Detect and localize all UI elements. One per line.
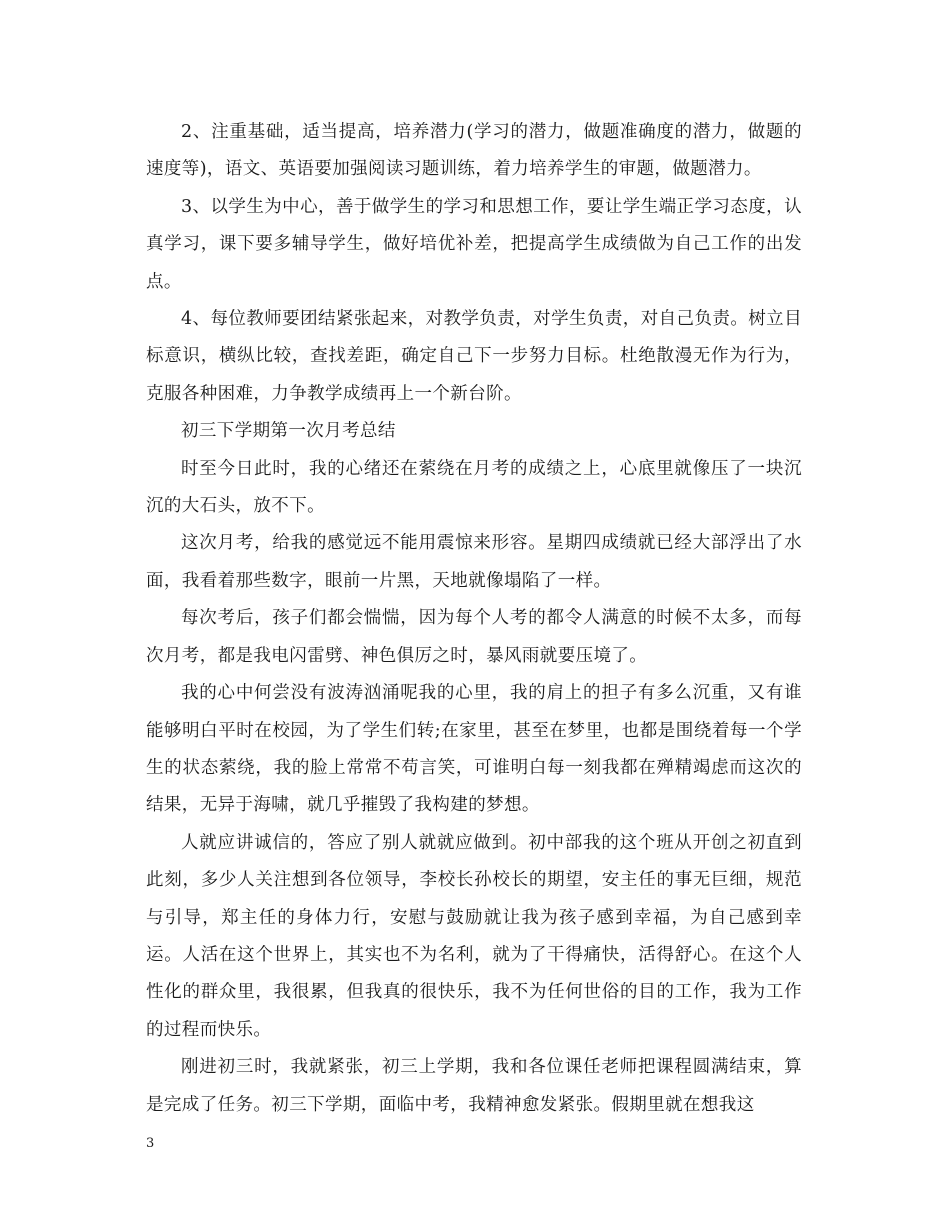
paragraph-5: 时至今日此时，我的心绪还在萦绕在月考的成绩之上，心底里就像压了一块沉沉的大石头，放不下。 [146,458,802,517]
paragraph-3: 4、每位教师要团结紧张起来，对教学负责，对学生负责，对自己负责。树立目标意识，横纵比较，查找差距，确定自己下一步努力目标。杜绝散漫无作为行为，克服各种困难，力争教学成绩再上一个新台阶。 [146,309,802,404]
section-heading: 初三下学期第一次月考总结 [181,421,396,442]
paragraph-6: 这次月考，给我的感觉远不能用震惊来形容。星期四成绩就已经大部浮出了水面，我看着那些数字，眼前一片黑，天地就像塌陷了一样。 [146,533,802,591]
paragraph-10: 刚进初三时，我就紧张，初三上学期，我和各位课任老师把课程圆满结束，算是完成了任务。初三下学期，面临中考，我精神愈发紧张。假期里就在想我这 [146,1057,802,1115]
paragraph-9: 人就应讲诚信的，答应了别人就就应做到。初中部我的这个班从开创之初直到此刻，多少人关注想到各位领导，李校长孙校长的期望，安主任的事无巨细，规范与引导，郑主任的身体力行，安慰与鼓励就让我为孩子感到幸福，为自己感到幸运。人活在这个世界上，其实也不为名利，就为了干得痛快，活得舒心。在这个人性化的群众里，我很累，但我真的很快乐，我不为任何世俗的目的工作，我为工作的过程而快乐。 [146,832,802,1040]
paragraph-2: 3、以学生为中心，善于做学生的学习和思想工作，要让学生端正学习态度，认真学习，课下要多辅导学生，做好培优补差，把提高学生成绩做为自己工作的出发点。 [146,196,802,292]
paragraph-7: 每次考后，孩子们都会惴惴，因为每个人考的都令人满意的时候不太多，而每次月考，都是我电闪雷劈、神色俱厉之时，暴风雨就要压境了。 [146,608,802,666]
paragraph-1: 2、注重基础，适当提高，培养潜力(学习的潜力，做题准确度的潜力，做题的速度等)，语文、英语要加强阅读习题训练，着力培养学生的审题，做题潜力。 [146,122,802,180]
paragraph-8: 我的心中何尝没有波涛汹涌呢我的心里，我的肩上的担子有多么沉重，又有谁能够明白平时在校园，为了学生们转;在家里，甚至在梦里，也都是围绕着每一个学生的状态萦绕，我的脸上常常不苟言笑，可谁明白每一刻我都在殚精竭虑而这次的结果，无异于海啸，就几乎摧毁了我构建的梦想。 [146,683,802,816]
page-number: 3 [146,1136,155,1151]
page-body [146,114,802,1124]
